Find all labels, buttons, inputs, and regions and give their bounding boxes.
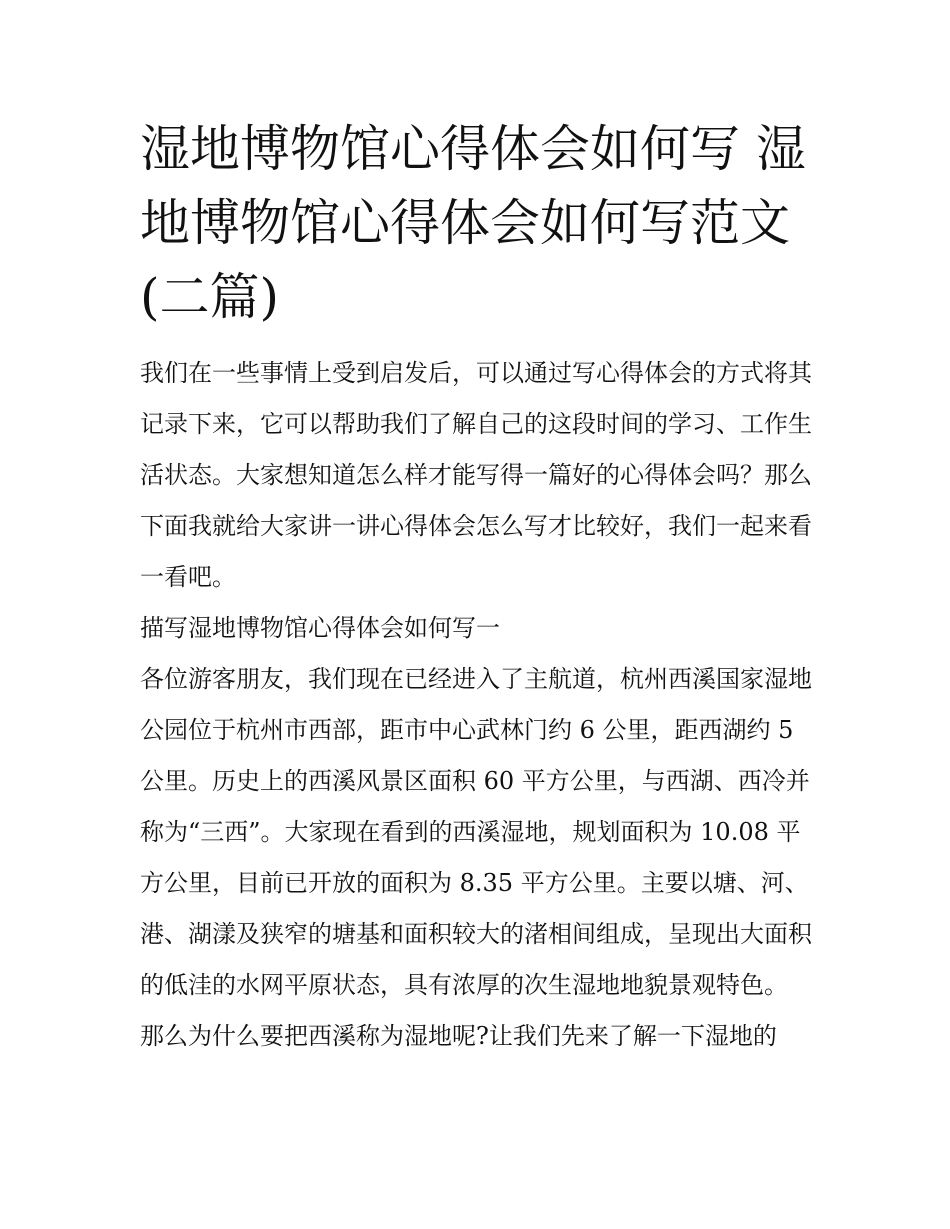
intro-paragraph: 我们在一些事情上受到启发后，可以通过写心得体会的方式将其记录下来，它可以帮助我们了解自己的这段时间的学习、工作生活状态。大家想知道怎么样才能写得一篇好的心得体会吗？那么下面我就给大家讲一讲心得体会怎么写才比较好，我们一起来看一看吧。 xyxy=(140,359,812,591)
body-paragraph-continued: 那么为什么要把西溪称为湿地呢?让我们先来了解一下湿地的 xyxy=(140,1022,777,1050)
document-title: 湿地博物馆心得体会如何写 湿地博物馆心得体会如何写范文(二篇) xyxy=(140,120,806,326)
body-paragraph: 各位游客朋友，我们现在已经进入了主航道，杭州西溪国家湿地公园位于杭州市西部，距市中心武林门约 6 公里，距西湖约 5 公里。历史上的西溪风景区面积 60 平方公里，与西湖、西冷并称为“三西”。大家现在看到的西溪湿地，规划面积为 10.08 平方公里，目前已开放的面积为 8.35 平方公里。主要以塘、河、港、湖漾及狭窄的塘基和面积较大的渚相间组成，呈现出大面积的低洼的水网平原状态，具有浓厚的次生湿地地貌景观特色。 xyxy=(140,665,812,999)
document-page xyxy=(140,112,820,1062)
section-heading: 描写湿地博物馆心得体会如何写一 xyxy=(140,614,500,642)
